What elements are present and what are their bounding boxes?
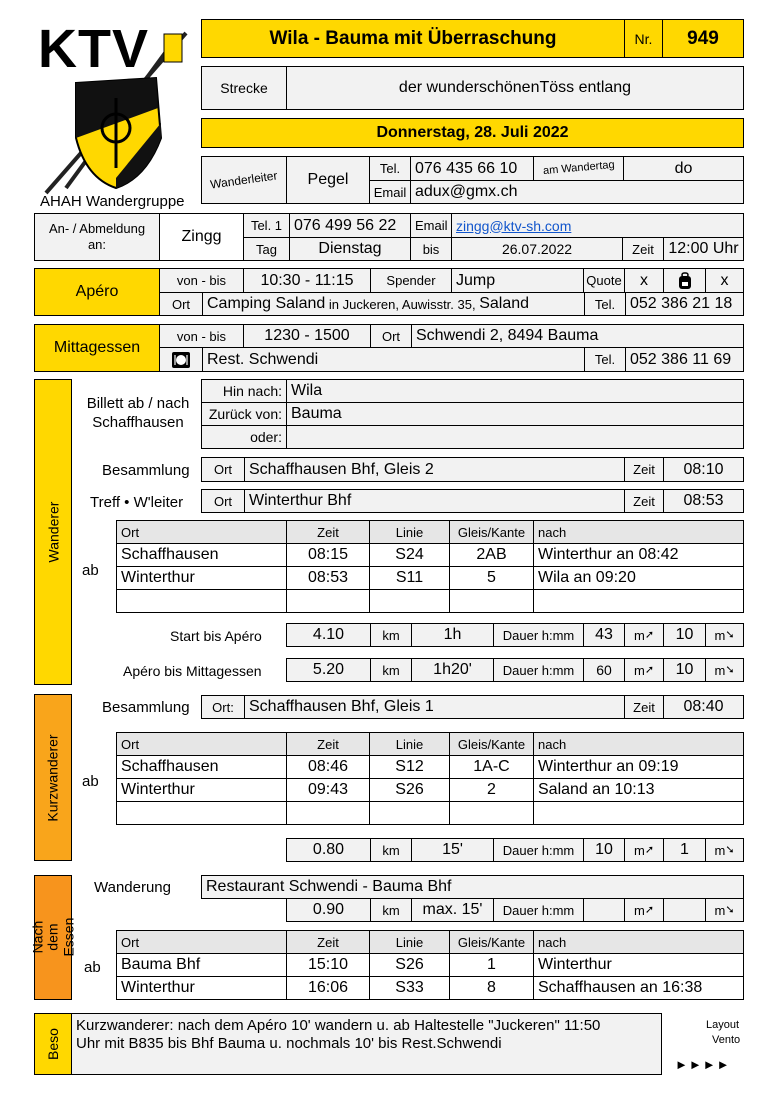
kurz-dur: 15'	[411, 838, 494, 862]
table-cell-ort: Winterthur	[116, 976, 287, 1000]
hin-value: Wila	[286, 379, 744, 403]
table-cell-ort: Schaffhausen	[116, 755, 287, 779]
ascent-arrow-icon: ➚	[644, 628, 655, 641]
table-header-nach: nach	[533, 520, 744, 544]
lunch-vonbis-label: von - bis	[159, 324, 244, 348]
kurz-down-unit-text: m	[714, 842, 726, 858]
spender-label: Spender	[370, 268, 452, 293]
reg-tag: Dienstag	[289, 237, 411, 261]
table-header-gleis: Gleis/Kante	[449, 930, 534, 954]
quote-x2: x	[705, 268, 744, 293]
logo-subtitle: AHAH Wandergruppe	[40, 193, 185, 210]
logo-text: KTV	[38, 19, 149, 79]
kurz-zeit-label: Zeit	[624, 695, 664, 719]
reg-tel-label: Tel. 1	[243, 213, 290, 238]
table-cell-ort	[116, 589, 287, 613]
lunch-vonbis: 1230 - 1500	[243, 324, 371, 348]
table-cell-linie	[369, 801, 450, 825]
reg-zeit-label: Zeit	[622, 237, 664, 261]
leg1-up-unit-text: m	[633, 627, 645, 643]
nr-label: Nr.	[624, 19, 663, 58]
am-wandertag-box	[533, 156, 624, 181]
table-header-gleis: Gleis/Kante	[449, 732, 534, 756]
hike-date: Donnerstag, 28. Juli 2022	[201, 118, 744, 148]
kurz-dauer-label: Dauer h:mm	[493, 838, 584, 862]
table-cell-nach	[533, 801, 744, 825]
besammlung-zeit-label: Zeit	[624, 457, 664, 482]
after-section-label	[28, 875, 76, 1000]
spender: Jump	[451, 268, 584, 293]
treff-zeit: 08:53	[663, 489, 744, 513]
table-header-ort: Ort	[116, 520, 287, 544]
table-header-gleis: Gleis/Kante	[449, 520, 534, 544]
hike-number: 949	[662, 19, 744, 58]
kurz-up-unit	[624, 838, 664, 862]
apero-ort-detail: in Juckeren, Auwisstr. 35,	[325, 296, 480, 312]
table-header-nach: nach	[533, 930, 744, 954]
leg2-dauer-label: Dauer h:mm	[493, 658, 584, 682]
besammlung-ort-label: Ort	[201, 457, 245, 482]
wanderung-value: Restaurant Schwendi - Bauma Bhf	[201, 875, 744, 899]
kurz-km: km	[370, 838, 412, 862]
kurz-down: 1	[663, 838, 706, 862]
leg1-down: 10	[663, 623, 706, 647]
table-cell-nach: Winterthur an 09:19	[533, 755, 744, 779]
kurz-section-label	[34, 694, 72, 861]
wanderung-label: Wanderung	[94, 878, 171, 896]
apero-ort-main: Camping Saland	[207, 295, 326, 312]
leg2-down: 10	[663, 658, 706, 682]
kurz-zeit: 08:40	[663, 695, 744, 719]
kurz-ab-label: ab	[82, 772, 99, 790]
lunch-restaurant: Rest. Schwendi	[202, 347, 626, 372]
lunch-ort-label: Ort	[370, 324, 412, 348]
table-header-ort: Ort	[116, 732, 287, 756]
table-cell-gleis: 1	[449, 953, 534, 977]
apero-ort-end: Saland	[479, 295, 530, 312]
table-cell-zeit: 08:53	[286, 566, 370, 590]
am-wandertag-value: do	[623, 156, 744, 181]
table-cell-zeit: 08:15	[286, 543, 370, 567]
table-header-ort: Ort	[116, 930, 287, 954]
oder-value	[286, 425, 744, 449]
hike-title: Wila - Bauma mit Überraschung	[201, 19, 625, 58]
apero-vonbis: 10:30 - 11:15	[243, 268, 371, 293]
after-section-text: Nach dem Essen	[28, 918, 76, 957]
zurueck-label: Zurück von:	[201, 402, 287, 426]
apero-ort-label: Ort	[159, 292, 203, 316]
registration-label-text: An- / Abmeldung an:	[48, 221, 146, 252]
table-cell-ort: Winterthur	[116, 566, 287, 590]
kurz-up-unit-text: m	[633, 842, 645, 858]
kurz-up: 10	[583, 838, 625, 862]
hin-label: Hin nach:	[201, 379, 287, 403]
table-cell-zeit: 15:10	[286, 953, 370, 977]
table-cell-zeit: 09:43	[286, 778, 370, 802]
treff-ort: Winterthur Bhf	[244, 489, 625, 513]
beso-line2: Uhr mit B835 bis Bhf Bauma u. nochmals 10' bis Rest.Schwendi	[76, 1035, 502, 1052]
leg2-down-unit-text: m	[714, 662, 726, 678]
leader-name: Pegel	[286, 156, 370, 204]
after-dist: 0.90	[286, 898, 371, 922]
table-cell-ort: Winterthur	[116, 778, 287, 802]
apero-label: Apéro	[34, 268, 160, 316]
leg1-down-unit-text: m	[714, 627, 726, 643]
leader-label: Wanderleiter	[209, 168, 279, 192]
table-header-zeit: Zeit	[286, 930, 370, 954]
leg1-km: km	[370, 623, 412, 647]
leg1-dauer-label: Dauer h:mm	[493, 623, 584, 647]
strecke-value: der wunderschönenTöss entlang	[286, 66, 744, 110]
leg2-down-unit	[705, 658, 744, 682]
table-header-linie: Linie	[369, 732, 450, 756]
leg2-km: km	[370, 658, 412, 682]
ascent-arrow-icon: ➚	[644, 663, 655, 676]
beso-box	[71, 1013, 662, 1075]
after-down-unit-text: m	[714, 902, 726, 918]
leg1-up-unit	[624, 623, 664, 647]
leg2-up-unit	[624, 658, 664, 682]
after-ab-label: ab	[84, 958, 101, 976]
am-wandertag-label: am Wandertag	[542, 158, 615, 178]
table-cell-gleis: 2AB	[449, 543, 534, 567]
apero-tel: 052 386 21 18	[625, 292, 744, 316]
quote-label: Quote	[583, 268, 625, 293]
kurz-ort-label: Ort:	[201, 695, 245, 719]
backpack-icon	[663, 268, 706, 293]
table-cell-linie: S26	[369, 778, 450, 802]
table-header-nach: nach	[533, 732, 744, 756]
reg-email[interactable]: zingg@ktv-sh.com	[451, 213, 744, 238]
zurueck-value: Bauma	[286, 402, 744, 426]
lunch-label: Mittagessen	[34, 324, 160, 372]
footer-layout-label: Layout	[706, 1019, 740, 1031]
registration-name: Zingg	[159, 213, 244, 261]
leg2-dist: 5.20	[286, 658, 371, 682]
reg-tag-label: Tag	[243, 237, 290, 261]
quote-x1: x	[624, 268, 664, 293]
after-km: km	[370, 898, 412, 922]
kurz-section-text: Kurzwanderer	[45, 733, 61, 822]
restaurant-icon	[159, 347, 203, 372]
oder-label: oder:	[201, 425, 287, 449]
apero-ort	[202, 292, 585, 316]
wanderer-ab-label: ab	[82, 561, 99, 579]
table-cell-ort	[116, 801, 287, 825]
after-up	[583, 898, 625, 922]
wanderer-section-text: Wanderer	[45, 501, 62, 563]
apero-vonbis-label: von - bis	[159, 268, 244, 293]
table-cell-nach: Winterthur	[533, 953, 744, 977]
table-header-linie: Linie	[369, 930, 450, 954]
leg1-dur: 1h	[411, 623, 494, 647]
leader-label-box	[201, 156, 287, 204]
table-cell-linie: S33	[369, 976, 450, 1000]
apero-tel-label: Tel.	[584, 292, 626, 316]
table-cell-nach: Wila an 09:20	[533, 566, 744, 590]
leader-email-label: Email	[369, 180, 411, 204]
after-up-unit-text: m	[633, 902, 645, 918]
table-cell-zeit: 08:46	[286, 755, 370, 779]
table-cell-nach: Saland an 10:13	[533, 778, 744, 802]
table-cell-zeit: 16:06	[286, 976, 370, 1000]
kurz-down-unit	[705, 838, 744, 862]
lunch-tel: 052 386 11 69	[625, 347, 744, 372]
besammlung-zeit: 08:10	[663, 457, 744, 482]
table-cell-linie: S26	[369, 953, 450, 977]
billett-label: Billett ab / nach Schaffhausen	[86, 394, 190, 431]
leg2-dur: 1h20'	[411, 658, 494, 682]
table-header-linie: Linie	[369, 520, 450, 544]
table-cell-gleis: 2	[449, 778, 534, 802]
table-cell-linie	[369, 589, 450, 613]
table-cell-gleis: 5	[449, 566, 534, 590]
table-cell-nach: Schaffhausen an 16:38	[533, 976, 744, 1000]
table-cell-gleis: 1A-C	[449, 755, 534, 779]
after-dauer-label: Dauer h:mm	[493, 898, 584, 922]
kurz-besammlung-label: Besammlung	[102, 698, 190, 716]
treff-label: Treff • W'leiter	[90, 493, 184, 511]
descent-arrow-icon: ➘	[725, 903, 735, 916]
table-cell-ort: Schaffhausen	[116, 543, 287, 567]
descent-arrow-icon: ➘	[725, 843, 735, 856]
after-up-unit	[624, 898, 664, 922]
table-cell-nach	[533, 589, 744, 613]
leader-email: adux@gmx.ch	[410, 180, 744, 204]
treff-ort-label: Ort	[201, 489, 245, 513]
table-cell-gleis	[449, 589, 534, 613]
lunch-ort: Schwendi 2, 8494 Bauma	[411, 324, 744, 348]
reg-zeit: 12:00 Uhr	[663, 237, 744, 261]
table-cell-gleis	[449, 801, 534, 825]
ascent-arrow-icon: ➚	[644, 843, 655, 856]
table-header-zeit: Zeit	[286, 520, 370, 544]
leader-tel-label: Tel.	[369, 156, 411, 181]
beso-line1: Kurzwanderer: nach dem Apéro 10' wandern u. ab Haltestelle "Juckeren" 11:50	[76, 1017, 601, 1034]
table-cell-nach: Winterthur an 08:42	[533, 543, 744, 567]
leg2-up: 60	[583, 658, 625, 682]
table-cell-linie: S11	[369, 566, 450, 590]
strecke-label: Strecke	[201, 66, 287, 110]
leg1-up: 43	[583, 623, 625, 647]
after-dur: max. 15'	[411, 898, 494, 922]
kurz-ort: Schaffhausen Bhf, Gleis 1	[244, 695, 625, 719]
wanderer-section-label	[34, 379, 72, 685]
descent-arrow-icon: ➘	[725, 628, 735, 641]
reg-bis-label: bis	[410, 237, 452, 261]
leg1-label: Start bis Apéro	[170, 628, 262, 644]
after-down-unit	[705, 898, 744, 922]
table-cell-gleis: 8	[449, 976, 534, 1000]
besammlung-ort: Schaffhausen Bhf, Gleis 2	[244, 457, 625, 482]
beso-section-text: Beso	[44, 1028, 61, 1060]
next-page-arrows[interactable]: ►►►►	[675, 1057, 731, 1072]
treff-zeit-label: Zeit	[624, 489, 664, 513]
leg2-up-unit-text: m	[633, 662, 645, 678]
leader-tel: 076 435 66 10	[410, 156, 534, 181]
table-header-zeit: Zeit	[286, 732, 370, 756]
reg-email-label: Email	[410, 213, 452, 238]
leg2-label: Apéro bis Mittagessen	[123, 663, 262, 679]
table-cell-linie: S24	[369, 543, 450, 567]
leg1-dist: 4.10	[286, 623, 371, 647]
reg-tel: 076 499 56 22	[289, 213, 411, 238]
registration-label	[34, 213, 160, 261]
table-cell-linie: S12	[369, 755, 450, 779]
lunch-tel-label: Tel.	[584, 347, 626, 372]
beso-section-label	[34, 1013, 72, 1075]
descent-arrow-icon: ➘	[725, 663, 735, 676]
besammlung-label: Besammlung	[102, 461, 190, 479]
ascent-arrow-icon: ➚	[644, 903, 655, 916]
leg1-down-unit	[705, 623, 744, 647]
table-cell-zeit	[286, 589, 370, 613]
table-cell-zeit	[286, 801, 370, 825]
table-cell-ort: Bauma Bhf	[116, 953, 287, 977]
kurz-dist: 0.80	[286, 838, 371, 862]
after-down	[663, 898, 706, 922]
footer-author: Vento	[712, 1034, 741, 1046]
reg-bis: 26.07.2022	[451, 237, 623, 261]
logo-crest-icon	[36, 28, 196, 198]
